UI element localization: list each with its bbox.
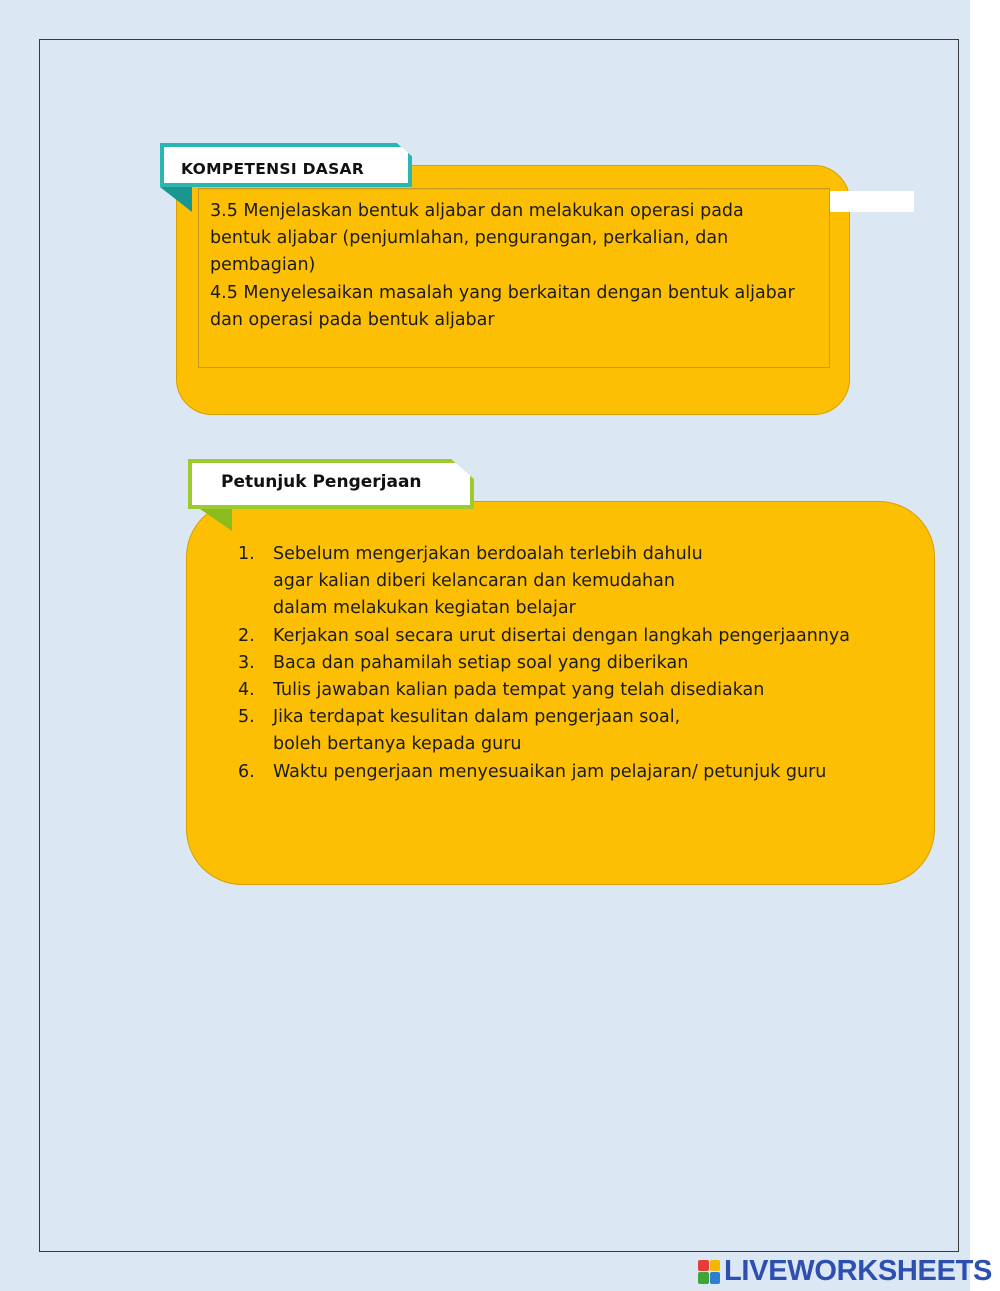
kompetensi-text: 3.5 Menjelaskan bentuk aljabar dan melakukan operasi pada bentuk aljabar (penjumlahan, pengurangan, perkalian, dan pembagian) 4.5 Menyelesaikan masalah yang berkaitan dengan bentuk aljabar dan operasi pada bentuk aljabar [210, 201, 795, 330]
petunjuk-tab-fold [200, 509, 232, 531]
list-text: Baca dan pahamilah setiap soal yang diberikan [273, 652, 689, 673]
kompetensi-title: KOMPETENSI DASAR [181, 160, 365, 178]
liveworksheets-brand[interactable] [698, 1255, 992, 1288]
list-item [238, 623, 850, 650]
list-number: 3. [238, 652, 255, 673]
list-text: Sebelum mengerjakan berdoalah terlebih dahulu agar kalian diberi kelancaran dan kemudahan dalam melakukan kegiatan belajar [273, 544, 703, 619]
brand-name: LIVEWORKSHEETS [724, 1255, 993, 1287]
list-text: Kerjakan soal secara urut disertai dengan langkah pengerjaannya [273, 625, 850, 646]
list-number: 6. [238, 761, 255, 782]
white-strip [830, 191, 914, 212]
list-item [238, 704, 850, 758]
petunjuk-list [238, 541, 850, 786]
list-number: 2. [238, 625, 255, 646]
list-number: 1. [238, 544, 255, 564]
list-text: Jika terdapat kesulitan dalam pengerjaan soal, boleh bertanya kepada guru [273, 707, 681, 755]
petunjuk-title: Petunjuk Pengerjaan [221, 472, 422, 492]
list-number: 4. [238, 680, 255, 701]
list-text: Tulis jawaban kalian pada tempat yang telah disediakan [273, 680, 765, 701]
list-text: Waktu pengerjaan menyesuaikan jam pelajaran/ petunjuk guru [273, 761, 827, 782]
list-item [238, 677, 850, 704]
list-number: 5. [238, 707, 255, 728]
list-item [238, 650, 850, 677]
list-item [238, 541, 850, 623]
liveworksheets-logo-icon [698, 1260, 720, 1284]
list-item [238, 759, 850, 786]
kompetensi-tab-fold [160, 187, 192, 212]
